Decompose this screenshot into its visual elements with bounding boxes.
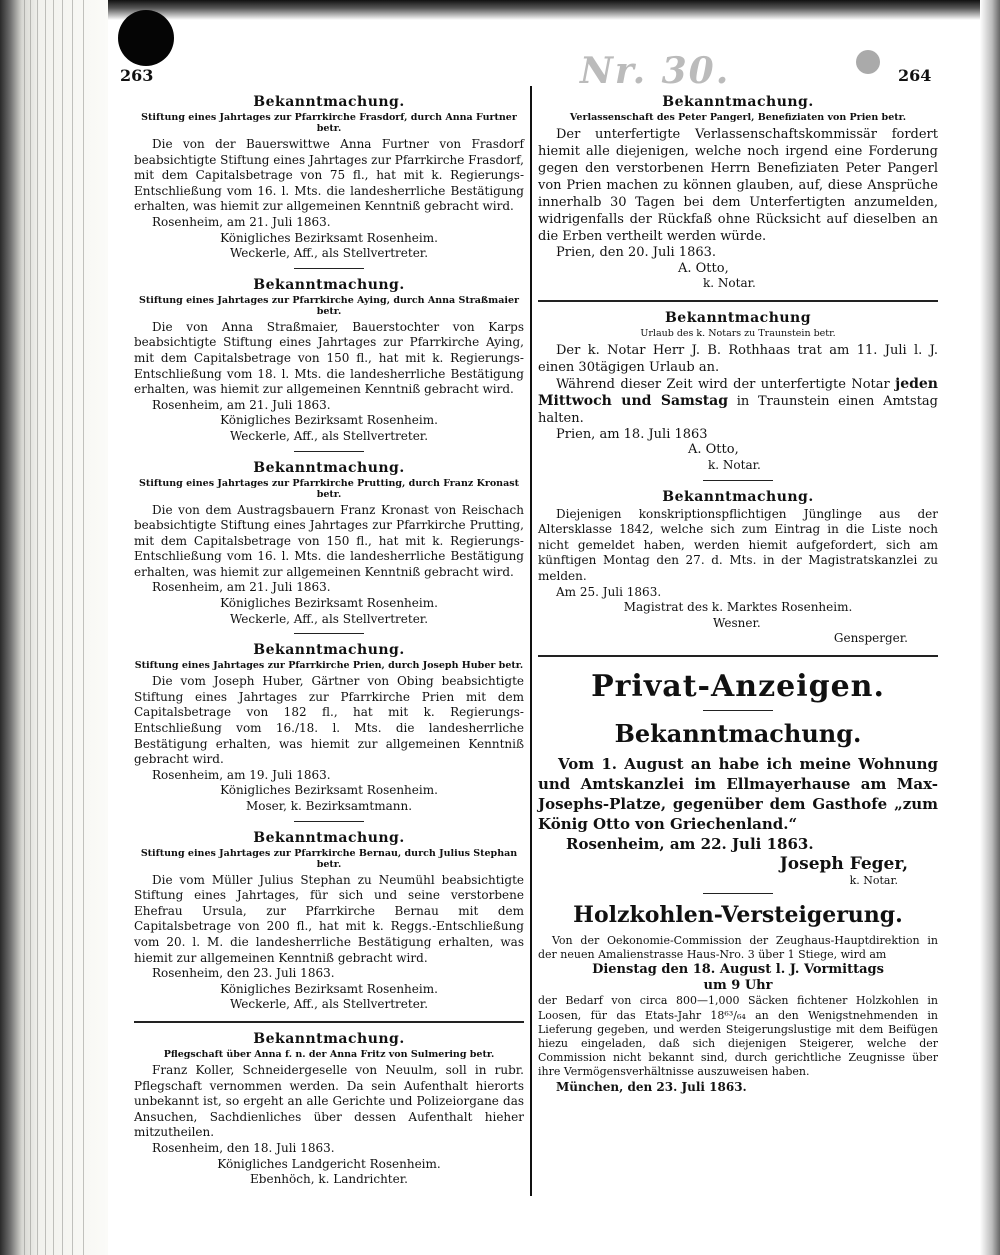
notice-place-date: Prien, am 18. Juli 1863 bbox=[556, 426, 708, 442]
notice-subtitle: Stiftung eines Jahrtages zur Pfarrkirche Aying, durch Anna Straßmaier betr. bbox=[138, 294, 520, 317]
notice-feger bbox=[538, 719, 938, 894]
notice-body-highlight: jeden Mittwoch und Samstag bbox=[538, 375, 938, 409]
notice-signature: Moser, k. Bezirksamtmann. bbox=[245, 799, 413, 813]
notice-body: Die von dem Austragsbauern Franz Kronast von Reischach beabsichtigte Stiftung eines Jahrtages zur Pfarrkirche Prutting, mit dem Capitalsbetrage von 150 fl., hat mit k. Regierungs-Entschließung vom 16. l. Mts. die landesherrliche Bestätigung erhalten, was hiemit zur allgemeinen Kenntniß gebracht wird. bbox=[134, 502, 524, 579]
notice-place-date: Rosenheim, am 21. Juli 1863. bbox=[152, 580, 331, 595]
notice-title: Bekanntmachung. bbox=[253, 94, 405, 110]
separator bbox=[538, 300, 938, 302]
notice-body-2: der Bedarf von circa 800—1,000 Säcken fichtener Holzkohlen in Loosen, für das Etats-Jahr 18⁶³/₆₄ an den Wenigstnehmenden in Lieferung gegeben, und werden Steigerungslustige mit dem Beifügen hiezu eingeladen, daß sich diejenigen Steigerer, welche der Commission nicht bekannt sind, durch gerichtliche Zeugnisse über ihre Vermögensverhältnisse auszuweisen haben. bbox=[538, 994, 938, 1079]
separator bbox=[294, 451, 364, 452]
notice-place-date: Rosenheim, den 23. Juli 1863. bbox=[152, 966, 335, 981]
notice-place-date: Prien, den 20. Juli 1863. bbox=[556, 245, 717, 260]
notice-role: k. Notar. bbox=[849, 873, 898, 887]
page-number-left: 263 bbox=[120, 66, 154, 85]
notice-place-date: Rosenheim, am 21. Juli 1863. bbox=[152, 214, 331, 229]
notice-body: Diejenigen konskriptionspflichtigen Jünglinge aus der Altersklasse 1842, welche sich zum Eintrag in die Liste noch nicht gemeldet haben, werden hiemit aufgefordert, sich am künftigen Montag den 27. d. Mts. in der Magistratskanzlei zu melden. bbox=[538, 506, 938, 583]
notice-place-date: Rosenheim, den 18. Juli 1863. bbox=[152, 1140, 335, 1155]
notice-title: Bekanntmachung bbox=[664, 309, 812, 326]
notice-title: Bekanntmachung. bbox=[253, 459, 405, 476]
notice-place-date: Rosenheim, am 21. Juli 1863. bbox=[152, 397, 331, 412]
notice-konskription bbox=[538, 489, 938, 657]
notice-signature-1: Wesner. bbox=[713, 615, 761, 630]
notice-title: Bekanntmachung. bbox=[253, 276, 405, 293]
notice-authority: Magistrat des k. Marktes Rosenheim. bbox=[623, 600, 853, 615]
notice-authority: Königliches Bezirksamt Rosenheim. bbox=[220, 981, 438, 996]
punch-hole bbox=[118, 10, 174, 66]
notice-title: Bekanntmachung. bbox=[253, 642, 405, 659]
notice-body: Vom 1. August an habe ich meine Wohnung und Amtskanzlei im Ellmayerhause am Max-Josephs-Platze, gegenüber dem Gasthofe „zum König Otto von Griechenland.“ bbox=[538, 754, 938, 833]
page-number-right: 264 bbox=[898, 66, 932, 85]
separator bbox=[294, 268, 364, 269]
notice-body: Der k. Notar Herr J. B. Rothhaas trat am 11. Juli l. J. einen 30tägigen Urlaub an. bbox=[538, 342, 938, 375]
notice-authority: Königliches Bezirksamt Rosenheim. bbox=[220, 783, 438, 798]
issue-mark: Nr. 30. bbox=[580, 50, 731, 92]
notice-signature: Weckerle, Aff., als Stellvertreter. bbox=[229, 611, 429, 626]
notice-body: Die von Anna Straßmaier, Bauerstochter von Karps beabsichtigte Stiftung eines Jahrtages zur Pfarrkirche Aying, mit dem Capitalsbetrage von 150 fl., hat mit k. Regierungs-Entschließung vom 18. l. Mts. die landesherrliche Bestätigung erhalten, was hiemit zur allgemeinen Kenntniß gebracht wird. bbox=[134, 319, 524, 397]
notice-authority: Königliches Bezirksamt Rosenheim. bbox=[220, 230, 438, 245]
notice-subtitle: Stiftung eines Jahrtages zur Pfarrkirche Prutting, durch Franz Kronast betr. bbox=[139, 477, 519, 500]
notice-subtitle: Stiftung eines Jahrtages zur Pfarrkirche Bernau, durch Julius Stephan betr. bbox=[140, 847, 518, 870]
notice-body-post: in Traunstein einen Amtstag halten. bbox=[538, 393, 938, 426]
notice-signature: Weckerle, Aff., als Stellvertreter. bbox=[229, 246, 429, 261]
notice-title: Holzkohlen-Versteigerung. bbox=[573, 901, 903, 928]
notice-place-date: München, den 23. Juli 1863. bbox=[556, 1079, 747, 1094]
notice-subtitle: Urlaub des k. Notars zu Traunstein betr. bbox=[640, 327, 836, 339]
notice-body: Der unterfertigte Verlassenschaftskommissär fordert hiemit alle diejenigen, welche noch irgend eine Forderung gegen den verstorbenen Herrn Benefiziaten Peter Pangerl von Prien machen zu können glauben, auf, diese Ansprüche innerhalb 30 Tagen bei dem Unterfertigten anzumelden, widrigenfalls der Rückfaß ohne Rücksicht auf dieselben an die Erben vertheilt werden würde. bbox=[538, 127, 938, 244]
notice-subtitle: Verlassenschaft des Peter Pangerl, Benefiziaten von Prien betr. bbox=[569, 112, 907, 123]
page-right-edge bbox=[980, 0, 1000, 1255]
notice-title: Bekanntmachung. bbox=[614, 718, 862, 748]
separator bbox=[703, 710, 773, 711]
notice-body: Franz Koller, Schneidergeselle von Neuulm, soll in rubr. Pflegschaft vernommen werden. Da sein Aufenthalt hierorts unbekannt ist, so ergeht an alle Gerichte und Polizeiorgane das Ansuchen, Sachdienliches über dessen Aufenthalt hieher mitzutheilen. bbox=[134, 1062, 524, 1140]
notice-body: Die vom Joseph Huber, Gärtner von Obing beabsichtigte Stiftung eines Jahrtages zur Pfarrkirche Prien mit dem Capitalsbetrage von 182 fl., hat mit k. Regierungs-Entschließung vom 16./18. l. Mts. die landesherrliche Bestätigung erhalten, was hiemit zur allgemeinen Kenntniß gebracht wird. bbox=[134, 674, 524, 767]
notice-role: k. Notar. bbox=[703, 276, 756, 291]
notice-signature-2: Gensperger. bbox=[833, 631, 908, 646]
notice-subtitle: Stiftung eines Jahrtages zur Pfarrkirche Prien, durch Joseph Huber betr. bbox=[134, 660, 524, 672]
notice-subtitle: Stiftung eines Jahrtages zur Pfarrkirche Frasdorf, durch Anna Furtner betr. bbox=[141, 112, 517, 134]
private-ads-heading: Privat-Anzeigen. bbox=[591, 668, 885, 704]
auction-date-line: Dienstag den 18. August l. J. Vormittags bbox=[592, 962, 884, 978]
notice-authority: Königliches Bezirksamt Rosenheim. bbox=[220, 413, 438, 428]
separator bbox=[134, 1021, 524, 1023]
right-column bbox=[538, 92, 938, 1101]
notice-signature: Weckerle, Aff., als Stellvertreter. bbox=[229, 997, 429, 1012]
notice-prien bbox=[134, 642, 524, 821]
notice-signature: A. Otto, bbox=[688, 442, 739, 458]
book-spine bbox=[0, 0, 108, 1255]
notice-role: k. Notar. bbox=[708, 457, 761, 472]
notice-prutting bbox=[134, 460, 524, 635]
notice-pangerl bbox=[538, 94, 938, 302]
notice-signature: Weckerle, Aff., als Stellvertreter. bbox=[229, 428, 429, 443]
notice-signature: A. Otto, bbox=[678, 260, 729, 276]
notice-body: Die von der Bauerswittwe Anna Furtner von Frasdorf beabsichtigte Stiftung eines Jahrtages zur Pfarrkirche Frasdorf, mit dem Capitalsbetrage von 75 fl., hat mit k. Regierungs-Entschließung vom 16. l. Mts. die landesherrliche Bestätigung erhalten, was hiemit zur allgemeinen Kenntniß gebracht wird. bbox=[134, 137, 524, 214]
separator bbox=[703, 893, 773, 894]
notice-holzkohlen bbox=[538, 902, 938, 1095]
notice-title: Bekanntmachung. bbox=[662, 488, 814, 505]
separator bbox=[538, 655, 938, 657]
notice-authority: Königliches Bezirksamt Rosenheim. bbox=[220, 596, 438, 611]
notice-title: Bekanntmachung. bbox=[662, 94, 814, 110]
paper-stain bbox=[856, 50, 880, 74]
separator bbox=[703, 480, 773, 481]
notice-body-pre: Während dieser Zeit wird der unterfertigte Notar bbox=[556, 376, 890, 392]
separator bbox=[294, 633, 364, 634]
notice-urlaub bbox=[538, 310, 938, 481]
notice-body: Von der Oekonomie-Commission der Zeughaus-Hauptdirektion in der neuen Amalienstrasse Haus-Nro. 3 über 1 Stiege, wird am bbox=[538, 933, 938, 962]
notice-frasdorf bbox=[134, 94, 524, 269]
notice-place-date: Am 25. Juli 1863. bbox=[556, 584, 662, 599]
notice-title: Bekanntmachung. bbox=[253, 1030, 405, 1047]
column-divider bbox=[530, 86, 532, 1196]
notice-signature: Joseph Feger, bbox=[779, 853, 908, 874]
notice-signature: Ebenhöch, k. Landrichter. bbox=[250, 1172, 408, 1187]
notice-pflegschaft bbox=[134, 1031, 524, 1188]
notice-body-2 bbox=[538, 376, 938, 427]
notice-subtitle: Pflegschaft über Anna f. n. der Anna Fritz von Sulmering betr. bbox=[163, 1048, 495, 1060]
notice-authority: Königliches Landgericht Rosenheim. bbox=[217, 1156, 441, 1171]
notice-body: Die vom Müller Julius Stephan zu Neumühl beabsichtigte Stiftung eines Jahrtages, für sich und seine verstorbene Ehefrau Ursula, zur Pfarrkirche Bernau mit dem Capitalsbetrage von 200 fl., hat mit k. Reggs.-Entschließung vom 20. l. M. die landesherrliche Bestätigung erhalten, was hiemit zur allgemeinen Kenntniß gebracht wird. bbox=[134, 872, 524, 965]
notice-place-date: Rosenheim, am 19. Juli 1863. bbox=[152, 767, 331, 782]
left-column bbox=[134, 92, 524, 1194]
separator bbox=[294, 821, 364, 822]
auction-time-line: um 9 Uhr bbox=[703, 978, 773, 994]
notice-place-date: Rosenheim, am 22. Juli 1863. bbox=[566, 834, 814, 853]
notice-title: Bekanntmachung. bbox=[253, 829, 405, 846]
notice-aying bbox=[134, 277, 524, 452]
notice-bernau bbox=[134, 830, 524, 1023]
